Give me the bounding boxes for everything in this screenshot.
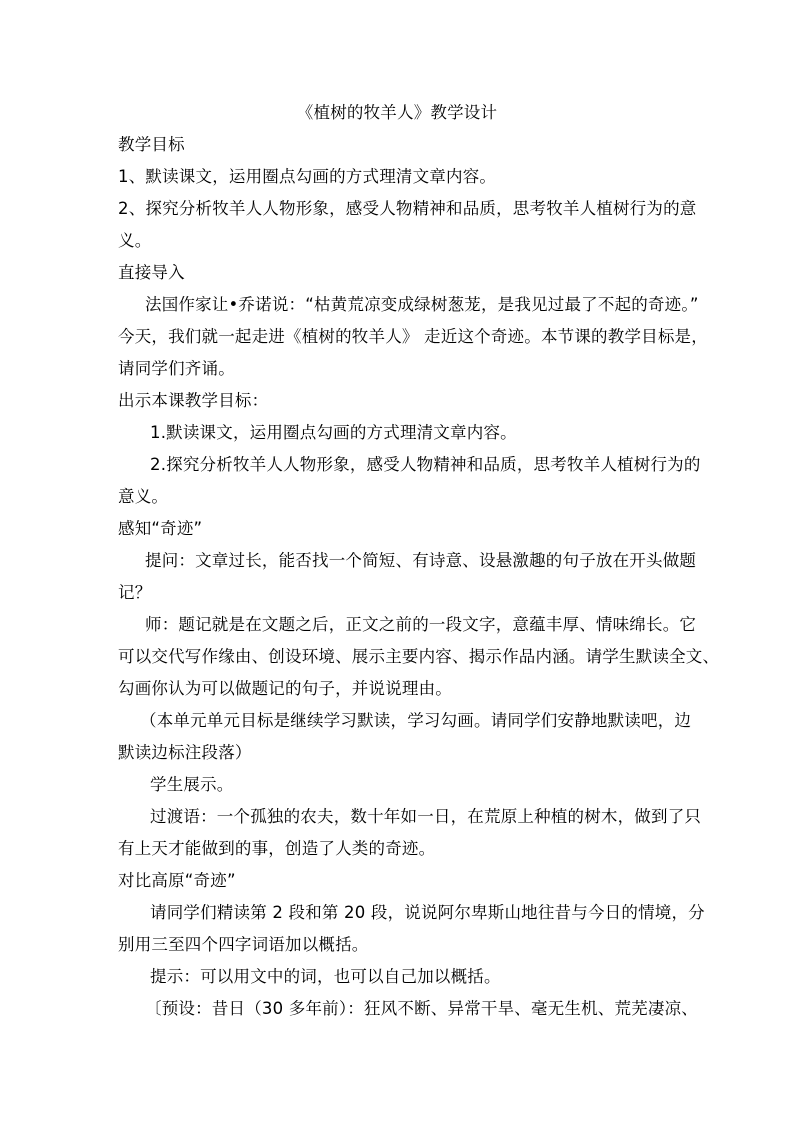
paragraph-line: 提问：文章过长，能否找一个简短、有诗意、设悬激趣的句子放在开头做题 [145,551,697,570]
section-heading-show-objectives: 出示本课教学目标： [118,391,269,410]
section-heading-perceive-miracle: 感知“奇迹” [118,519,203,538]
paragraph-line: 有上天才能做到的事，创造了人类的奇迹。 [118,839,436,858]
paragraph-line: 可以交代写作缘由、创设环境、展示主要内容、揭示作品内涵。请学生默读全文、 [118,647,720,666]
paragraph-line: 请同学们齐诵。 [118,359,235,378]
list-item-continued: 意义。 [118,487,169,506]
list-item: 2.探究分析牧羊人人物形象，感受人物精神和品质，思考牧羊人植树行为的 [150,455,701,474]
paragraph-line: 记？ [118,583,152,602]
paragraph-line: 勾画你认为可以做题记的句子，并说说理由。 [118,679,452,698]
section-heading-compare-miracle: 对比高原“奇迹” [118,871,236,890]
objective-item-1: 1、默读课文，运用圈点勾画的方式理清文章内容。 [118,167,497,186]
paragraph-line: 别用三至四个四字词语加以概括。 [118,935,369,954]
list-item: 1.默读课文，运用圈点勾画的方式理清文章内容。 [150,423,517,442]
paragraph-line: 默读边标注段落） [118,743,252,762]
paragraph-line: 提示：可以用文中的词，也可以自己加以概括。 [150,967,501,986]
paragraph-line: 法国作家让•乔诺说：“枯黄荒凉变成绿树葱茏，是我见过最了不起的奇迹。” [145,295,699,314]
paragraph-line: 今天，我们就一起走进《植树的牧羊人》 走近这个奇迹。本节课的教学目标是， [118,327,708,346]
document-title: 《植树的牧羊人》教学设计 [296,103,498,122]
paragraph-line: 〔预设：昔日（30 多年前）：狂风不断、异常干旱、毫无生机、荒芜凄凉、 [145,999,698,1018]
objective-item-2: 2、探究分析牧羊人人物形象，感受人物精神和品质，思考牧羊人植树行为的意 [118,199,697,218]
paragraph-line: 过渡语：一个孤独的农夫，数十年如一日，在荒原上种植的树木，做到了只 [150,807,702,826]
paragraph-line: 学生展示。 [150,775,234,794]
section-heading-objectives: 教学目标 [118,135,185,154]
paragraph-line: 请同学们精读第 2 段和第 20 段，说说阿尔卑斯山地往昔与今日的情境，分 [150,903,705,922]
paragraph-line: （本单元单元目标是继续学习默读，学习勾画。请同学们安静地默读吧，边 [140,711,692,730]
objective-item-2-continued: 义。 [118,231,152,250]
paragraph-line: 师：题记就是在文题之后，正文之前的一段文字，意蕴丰厚、情味绵长。它 [145,615,697,634]
section-heading-introduction: 直接导入 [118,263,185,282]
